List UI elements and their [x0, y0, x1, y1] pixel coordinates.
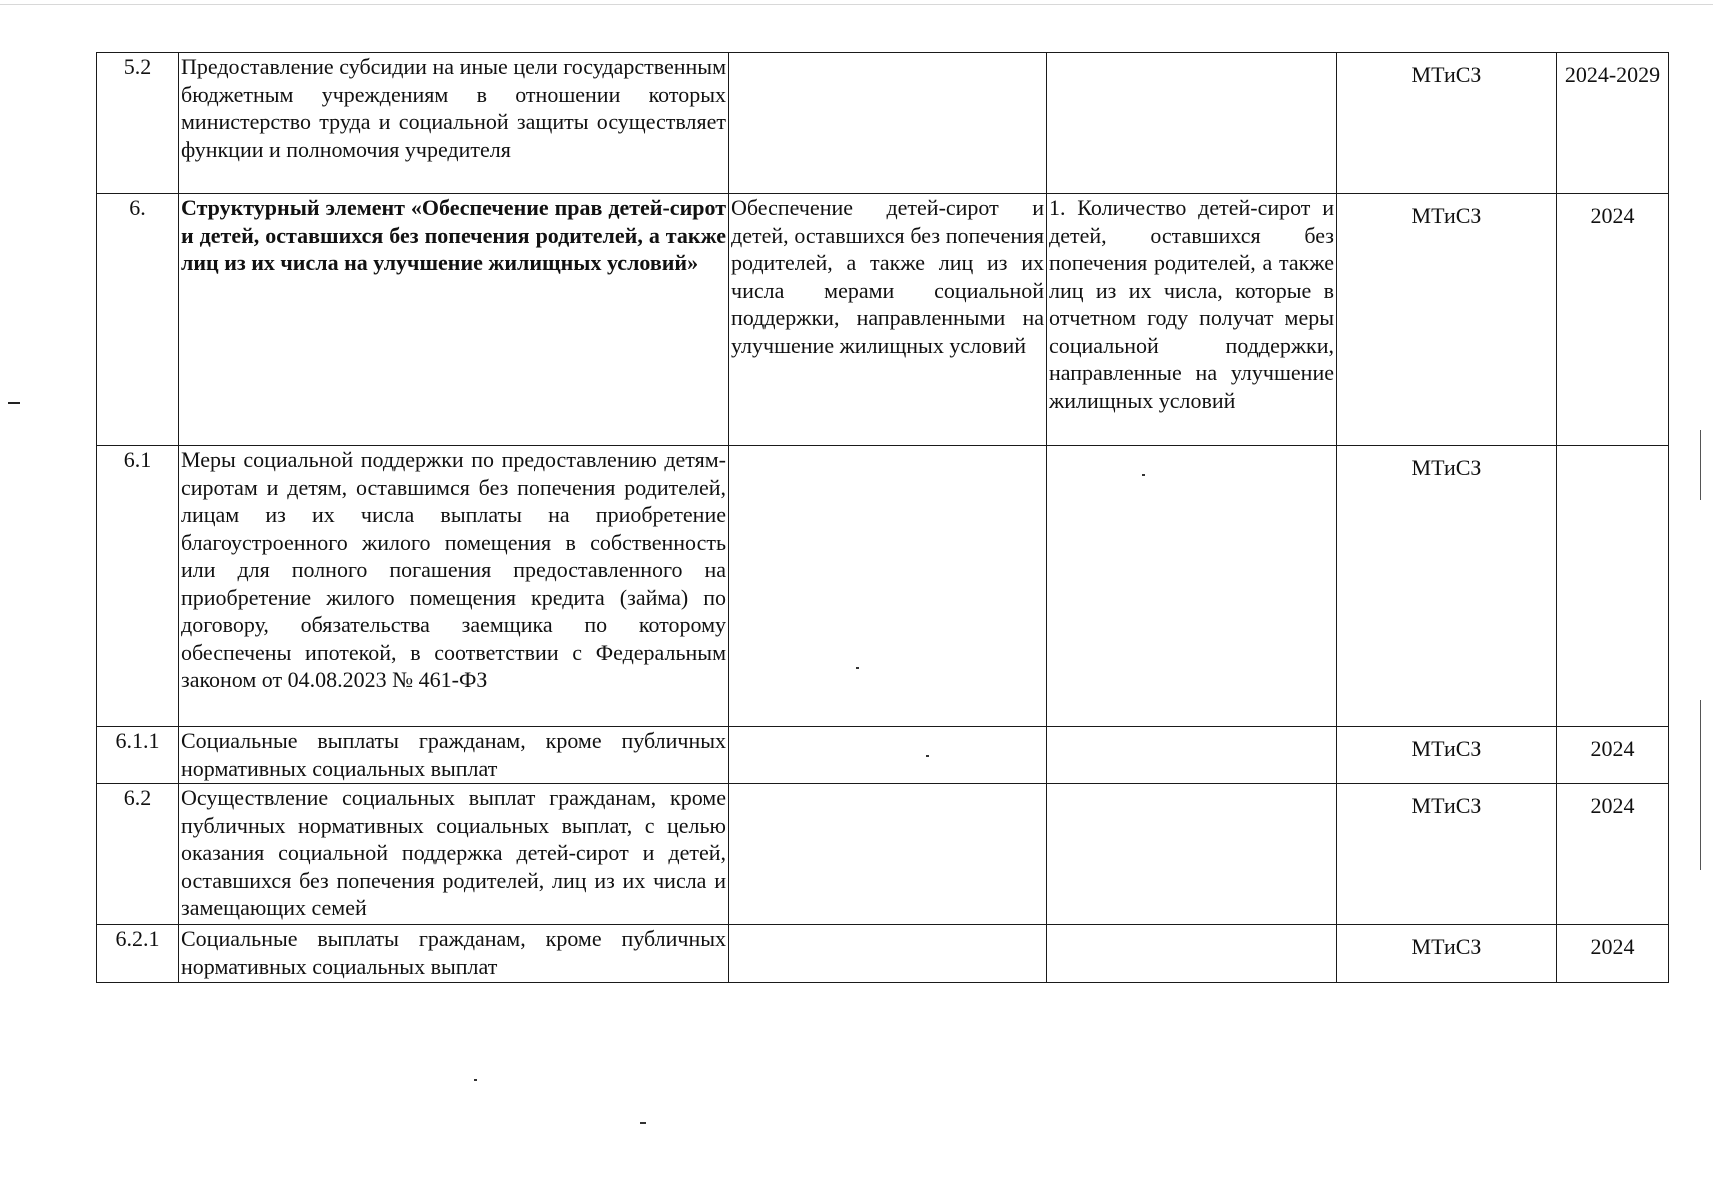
measure-name-cell: Структурный элемент «Обеспечение прав детей-сирот и детей, оставшихся без попечения родителей, а также лиц из их числа на улучшение жилищных условий» — [179, 194, 729, 446]
measure-name-cell: Осуществление социальных выплат гражданам, кроме публичных нормативных социальных выплат, с целью оказания социальной поддержка детей-сирот и детей, оставшихся без попечения родителей, лиц из их числа и замещающих семей — [179, 784, 729, 925]
task-cell — [729, 727, 1047, 784]
period-cell: 2024 — [1557, 194, 1669, 446]
row-number: 6.2 — [97, 784, 179, 925]
task-cell — [729, 53, 1047, 194]
table-row — [97, 194, 1669, 446]
scan-speck — [640, 1122, 646, 1124]
indicator-cell — [1047, 446, 1337, 727]
executor-cell: МТиСЗ — [1337, 53, 1557, 194]
row-number: 5.2 — [97, 53, 179, 194]
executor-cell: МТиСЗ — [1337, 446, 1557, 727]
executor-cell: МТиСЗ — [1337, 784, 1557, 925]
row-number: 6. — [97, 194, 179, 446]
row-number: 6.1.1 — [97, 727, 179, 784]
table-row — [97, 784, 1669, 925]
table-row — [97, 727, 1669, 784]
indicator-cell — [1047, 784, 1337, 925]
measure-name-cell: Социальные выплаты гражданам, кроме публичных нормативных социальных выплат — [179, 925, 729, 983]
task-cell: Обеспечение детей-сирот и детей, оставшихся без попечения родителей, а также лиц из их числа мерами социальной поддержки, направленными на улучшение жилищных условий — [729, 194, 1047, 446]
period-cell — [1557, 446, 1669, 727]
indicator-cell: 1. Количество детей-сирот и детей, оставшихся без попечения родителей, а также лиц из их числа, которые в отчетном году получат меры социальной поддержки, направленные на улучшение жилищных условий — [1047, 194, 1337, 446]
program-measures-table — [96, 52, 1669, 983]
scan-edge-mark — [1700, 430, 1701, 500]
scan-edge-mark — [1700, 700, 1701, 870]
page-top-edge — [0, 4, 1713, 5]
measure-name-cell: Социальные выплаты гражданам, кроме публичных нормативных социальных выплат — [179, 727, 729, 784]
indicator-cell — [1047, 727, 1337, 784]
period-cell: 2024-2029 — [1557, 53, 1669, 194]
period-cell: 2024 — [1557, 784, 1669, 925]
table-row — [97, 446, 1669, 727]
row-number: 6.2.1 — [97, 925, 179, 983]
measure-name-cell: Меры социальной поддержки по предоставлению детям-сиротам и детям, оставшимся без попечения родителей, лицам из их числа выплаты на приобретение благоустроенного жилого помещения в собственность или для полного погашения предоставленного на приобретение жилого помещения кредита (займа) по договору, обязательства заемщика по которому обеспечены ипотекой, в соответствии с Федеральным законом от 04.08.2023 № 461-ФЗ — [179, 446, 729, 727]
table-row — [97, 925, 1669, 983]
executor-cell: МТиСЗ — [1337, 727, 1557, 784]
indicator-cell — [1047, 53, 1337, 194]
period-cell: 2024 — [1557, 727, 1669, 784]
scan-margin-mark — [8, 402, 20, 404]
row-number: 6.1 — [97, 446, 179, 727]
executor-cell: МТиСЗ — [1337, 925, 1557, 983]
task-cell — [729, 925, 1047, 983]
task-cell — [729, 784, 1047, 925]
table-row — [97, 53, 1669, 194]
period-cell: 2024 — [1557, 925, 1669, 983]
task-cell — [729, 446, 1047, 727]
scan-speck — [474, 1079, 477, 1081]
measure-name-cell: Предоставление субсидии на иные цели государственным бюджетным учреждениям в отношении которых министерство труда и социальной защиты осуществляет функции и полномочия учредителя — [179, 53, 729, 194]
executor-cell: МТиСЗ — [1337, 194, 1557, 446]
indicator-cell — [1047, 925, 1337, 983]
